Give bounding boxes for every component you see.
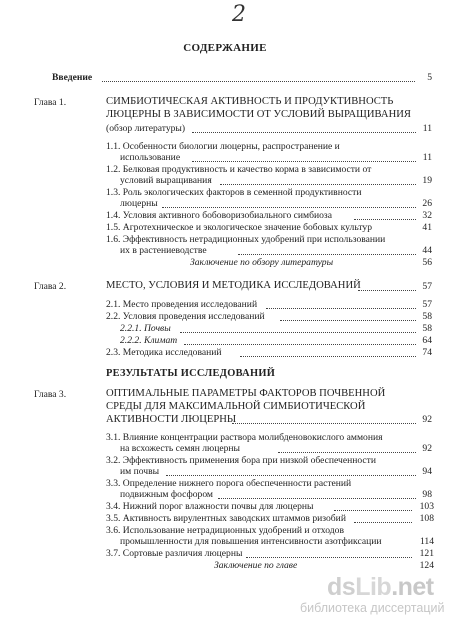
toc-leader (280, 311, 416, 321)
toc-entry-page: 108 (419, 513, 434, 524)
toc-entry: 3.5. Активность вирулентных заводских штаммов ризобий (106, 513, 346, 524)
toc-leader (218, 489, 416, 499)
toc-entry: промышленности для повышения интенсивности азотфиксации (120, 536, 382, 547)
page-title: СОДЕРЖАНИЕ (183, 42, 267, 54)
toc-entry-page: 19 (422, 175, 432, 186)
chapter-1-label: Глава 1. (34, 97, 67, 108)
toc-entry: 2.3. Методика исследований (106, 347, 222, 358)
chapter-1-title-line: ЛЮЦЕРНЫ В ЗАВИСИМОСТИ ОТ УСЛОВИЙ ВЫРАЩИВАНИЯ (106, 109, 411, 120)
toc-entry-page: 74 (422, 347, 432, 358)
toc-entry-page: 92 (422, 443, 432, 454)
watermark-subtitle: библиотека диссертаций (300, 601, 445, 615)
toc-entry-page: 94 (422, 466, 432, 477)
toc-entry: на всхожесть семян люцерны (120, 443, 240, 454)
toc-entry: 1.6. Эффективность нетрадиционных удобрений при использовании (106, 234, 386, 245)
toc-intro-page: 5 (427, 72, 432, 83)
toc-entry-page: 11 (422, 152, 432, 163)
toc-entry-page: 58 (422, 311, 432, 322)
chapter-1-title-line: (обзор литературы) (106, 123, 186, 134)
toc-entry-page: 64 (422, 335, 432, 346)
toc-entry: использование (120, 152, 181, 163)
toc-entry: условий выращивания (120, 175, 212, 186)
toc-entry-page: 114 (419, 536, 434, 547)
toc-entry: им почвы (120, 466, 160, 477)
toc-subentry: 2.2.1. Почвы (120, 323, 171, 334)
toc-entry: 3.3. Определение нижнего порога обеспеченности растений (106, 478, 352, 489)
toc-entry: 2.1. Место проведения исследований (106, 299, 258, 310)
toc-conclusion: Заключение по главе (214, 560, 298, 571)
toc-leader (246, 548, 412, 558)
chapter-1-title-line: СИМБИОТИЧЕСКАЯ АКТИВНОСТЬ И ПРОДУКТИВНОСТЬ (106, 96, 394, 107)
toc-entry: 1.1. Особенности биологии люцерны, распространение и (106, 141, 340, 152)
toc-entry-page: 121 (419, 548, 434, 559)
toc-leader (102, 72, 415, 82)
chapter-3-title-line: ОПТИМАЛЬНЫЕ ПАРАМЕТРЫ ФАКТОРОВ ПОЧВЕННОЙ (106, 388, 386, 399)
dslib-logo (327, 573, 434, 602)
chapter-3-title-line: СРЕДЫ ДЛЯ МАКСИМАЛЬНОЙ СИМБИОТИЧЕСКОЙ (106, 401, 366, 412)
toc-leader (192, 152, 416, 162)
chapter-3-page: 92 (422, 414, 432, 425)
toc-conclusion: Заключение по обзору литературы (190, 257, 334, 268)
toc-entry: 1.5. Агротехническое и экологическое значение бобовых культур (106, 222, 372, 233)
toc-entry: подвижным фосфором (120, 489, 214, 500)
toc-entry-page: 57 (422, 299, 432, 310)
toc-entry: 3.1. Влияние концентрации раствора молибденовокислого аммония (106, 432, 383, 443)
toc-leader (232, 414, 416, 424)
chapter-2-title: МЕСТО, УСЛОВИЯ И МЕТОДИКА ИССЛЕДОВАНИЙ (106, 280, 361, 291)
toc-entry: 3.4. Нижний порог влажности почвы для люцерны (106, 501, 314, 512)
toc-entry: люцерны (120, 198, 158, 209)
toc-entry-page: 103 (419, 501, 434, 512)
section-heading-results: РЕЗУЛЬТАТЫ ИССЛЕДОВАНИЙ (106, 368, 276, 379)
toc-entry-page: 26 (422, 198, 432, 209)
handwritten-page-mark: 2 (232, 2, 246, 27)
toc-entry: 3.7. Сортовые различия люцерны (106, 548, 243, 559)
toc-entry: 2.2. Условия проведения исследований (106, 311, 265, 322)
chapter-3-title-line: АКТИВНОСТИ ЛЮЦЕРНЫ (106, 414, 237, 425)
toc-entry-page: 58 (422, 323, 432, 334)
toc-entry-page: 32 (422, 210, 432, 221)
toc-entry: 1.3. Роль экологических факторов в семенной продуктивности (106, 187, 362, 198)
chapter-2-page: 57 (422, 281, 432, 292)
toc-leader (266, 299, 416, 309)
toc-leader (238, 245, 416, 255)
toc-leader (278, 443, 416, 453)
toc-leader (192, 123, 416, 133)
toc-leader (220, 175, 416, 185)
chapter-3-label: Глава 3. (34, 389, 67, 400)
toc-leader (166, 466, 416, 476)
chapter-2-label: Глава 2. (34, 281, 67, 292)
logo-net: .net (391, 573, 434, 601)
toc-entry: 1.4. Условия активного бобоворизобиального симбиоза (106, 210, 332, 221)
logo-ds: ds (327, 573, 356, 601)
toc-leader (240, 347, 416, 357)
toc-subentry: 2.2.2. Климат (120, 335, 178, 346)
toc-entry-page: 41 (422, 222, 432, 233)
toc-entry: 1.2. Белковая продуктивность и качество корма в зависимости от (106, 164, 372, 175)
toc-entry: 3.6. Использование нетрадиционных удобрений и отходов (106, 525, 344, 536)
toc-intro-label: Введение (52, 72, 93, 83)
logo-lib: Lib (355, 573, 392, 601)
toc-leader (334, 501, 412, 511)
toc-entry: 3.2. Эффективность применения бора при низкой обеспеченности (106, 455, 376, 466)
toc-entry-page: 44 (422, 245, 432, 256)
toc-leader (184, 335, 416, 345)
toc-conclusion-page: 124 (419, 560, 434, 571)
chapter-1-page: 11 (422, 123, 432, 134)
toc-entry: их в растениеводстве (120, 245, 207, 256)
toc-leader (354, 513, 412, 523)
toc-leader (180, 323, 416, 333)
toc-conclusion-page: 56 (422, 257, 432, 268)
toc-leader (162, 198, 416, 208)
toc-entry-page: 98 (422, 489, 432, 500)
